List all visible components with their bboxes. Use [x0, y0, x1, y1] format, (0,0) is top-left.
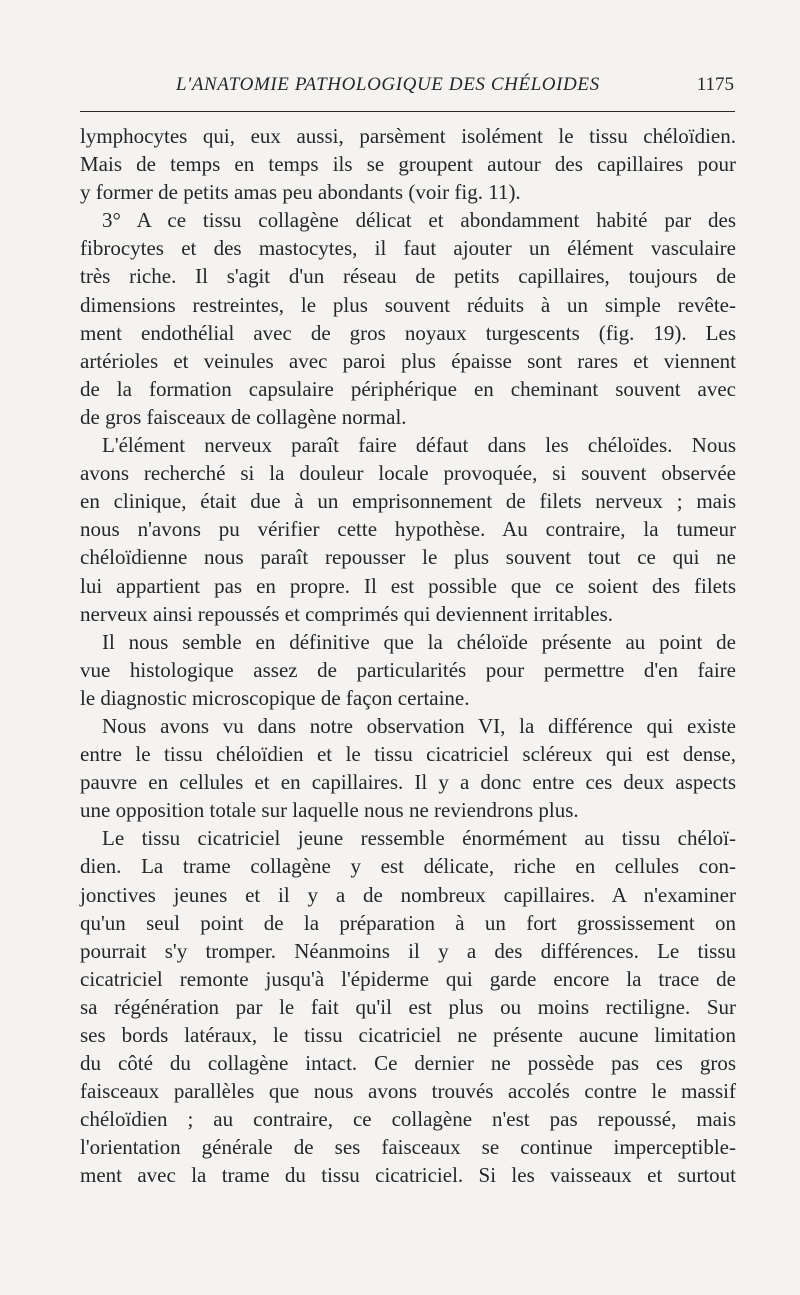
text-line: artérioles et veinules avec paroi plus épaisse sont rares et viennent — [80, 348, 736, 373]
text-line: Il nous semble en définitive que la chéloïde présente au point de — [102, 629, 736, 654]
text-line: Mais de temps en temps ils se groupent autour des capillaires pour — [80, 152, 736, 177]
text-line: Nous avons vu dans notre observation VI, la différence qui existe — [102, 713, 736, 738]
text-line: sa régénération par le fait qu'il est plus ou moins rectiligne. Sur — [80, 994, 736, 1019]
text-line: le diagnostic microscopique de façon certaine. — [80, 685, 470, 710]
text-line: du côté du collagène intact. Ce dernier ne possède pas ces gros — [80, 1051, 736, 1076]
running-head — [80, 74, 736, 100]
text-line: très riche. Il s'agit d'un réseau de petits capillaires, toujours de — [80, 264, 736, 289]
text-line: faisceaux parallèles que nous avons trouvés accolés contre le massif — [80, 1079, 736, 1104]
text-line: L'élément nerveux paraît faire défaut dans les chéloïdes. Nous — [102, 433, 736, 458]
text-line: chéloïdienne nous paraît repousser le plus souvent tout ce qui ne — [80, 545, 736, 570]
text-line: ment endothélial avec de gros noyaux turgescents (fig. 19). Les — [80, 320, 736, 345]
page-number: 1175 — [696, 74, 734, 95]
text-line: entre le tissu chéloïdien et le tissu cicatriciel scléreux qui est dense, — [80, 742, 736, 767]
text-line: vue histologique assez de particularités pour permettre d'en faire — [80, 657, 736, 682]
text-line: fibrocytes et des mastocytes, il faut ajouter un élément vasculaire — [80, 236, 736, 261]
text-line: nous n'avons pu vérifier cette hypothèse. Au contraire, la tumeur — [80, 517, 736, 542]
text-line: qu'un seul point de la préparation à un fort grossissement on — [80, 910, 736, 935]
text-line: Le tissu cicatriciel jeune ressemble énormément au tissu chéloï- — [102, 826, 736, 851]
text-line: lui appartient pas en propre. Il est possible que ce soient des filets — [80, 573, 736, 598]
text-line: ment avec la trame du tissu cicatriciel. Si les vaisseaux et surtout — [80, 1163, 736, 1188]
text-line: ses bords latéraux, le tissu cicatriciel ne présente aucune limitation — [80, 1023, 736, 1047]
text-line: cicatriciel remonte jusqu'à l'épiderme qui garde encore la trace de — [80, 966, 736, 991]
text-line: de gros faisceaux de collagène normal. — [80, 404, 407, 429]
text-line: une opposition totale sur laquelle nous ne reviendrons plus. — [80, 798, 579, 823]
text-line: de la formation capsulaire périphérique en cheminant souvent avec — [80, 376, 736, 401]
text-line: dimensions restreintes, le plus souvent réduits à un simple revête- — [80, 292, 736, 317]
running-title: L'ANATOMIE PATHOLOGIQUE DES CHÉLOIDES — [176, 74, 600, 95]
text-line: avons recherché si la douleur locale provoquée, si souvent observée — [80, 461, 736, 486]
text-line: nerveux ainsi repoussés et comprimés qui deviennent irritables. — [80, 601, 614, 626]
text-line: l'orientation générale de ses faisceaux se continue imperceptible- — [80, 1135, 736, 1160]
text-line: pourrait s'y tromper. Néanmoins il y a des différences. Le tissu — [80, 938, 736, 963]
text-line: chéloïdien ; au contraire, ce collagène n'est pas repoussé, mais — [80, 1107, 736, 1132]
body-text — [80, 122, 736, 1190]
text-line: pauvre en cellules et en capillaires. Il y a donc entre ces deux aspects — [80, 770, 736, 795]
header-rule — [80, 111, 735, 112]
text-line: en clinique, était due à un emprisonnement de filets nerveux ; mais — [80, 489, 736, 514]
text-line: 3° A ce tissu collagène délicat et abondamment habité par des — [102, 208, 736, 233]
text-line: lymphocytes qui, eux aussi, parsèment isolément le tissu chéloïdien. — [80, 124, 736, 148]
text-line: jonctives jeunes et il y a de nombreux capillaires. A n'examiner — [80, 882, 736, 907]
text-line: dien. La trame collagène y est délicate, riche en cellules con- — [80, 854, 736, 879]
text-line: y former de petits amas peu abondants (voir fig. 11). — [80, 180, 521, 205]
